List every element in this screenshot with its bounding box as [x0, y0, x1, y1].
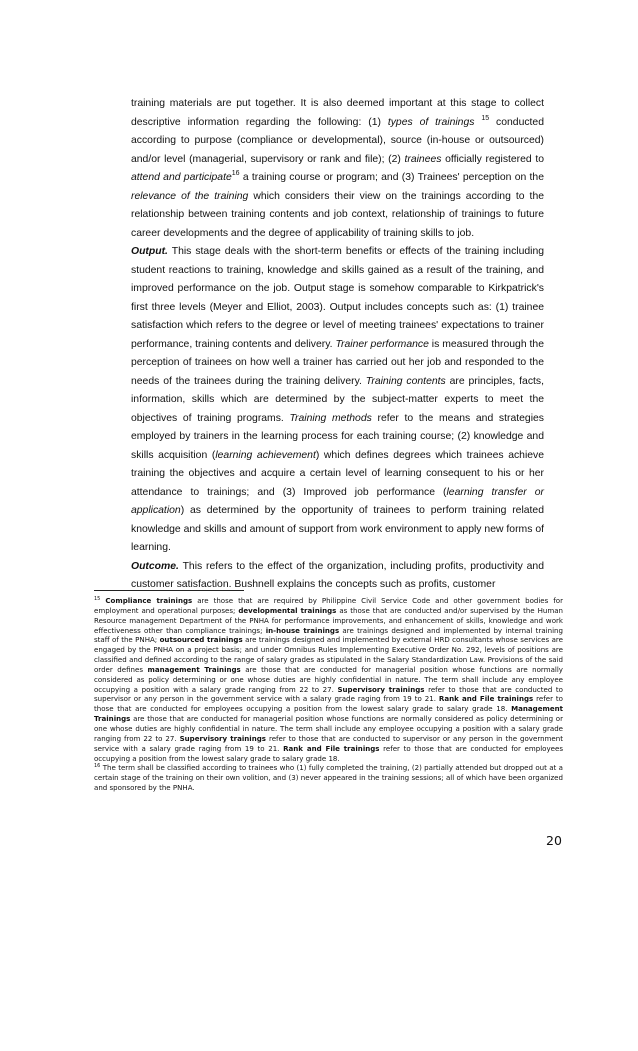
italic-term: attend and participate: [131, 172, 232, 183]
text-run: This stage deals with the short-term benefits or effects of the training including student reactions to training, knowledge and skills gained as a result of the training, and improved performance on the job. Output stage is somehow comparable to Kirkpatrick's first three levels (Meyer and Elliot, 2003). Output includes concepts such as: (1) trainee satisfaction which refers to the degree or level of meeting trainees' expectations to trainer performance, training contents and delivery.: [131, 246, 544, 350]
italic-term: learning achievement: [215, 449, 316, 461]
text-run: This refers to the effect of the organization, including profits, productivity and customer satisfaction. Bushnell explains the concepts such as profits, customer: [131, 560, 544, 590]
text-run: conducted according to purpose (compliance or developmental), source (in-house or outsourced) and/or level (managerial, supervisory or rank and file); (2): [131, 116, 544, 165]
italic-term: Training contents: [365, 375, 446, 387]
paragraph-outcome: [131, 558, 544, 595]
section-heading-outcome: Outcome.: [131, 560, 179, 572]
text-run: officially registered to: [441, 153, 544, 165]
text-run: refer to the means and strategies employed by trainers in the learning process for each training course; (2) knowledge and skills acquisition (: [131, 412, 544, 461]
bold-term: in-house trainings: [265, 625, 340, 635]
text-run: a training course or program; and (3) Trainees' perception on the: [239, 172, 544, 183]
text-run: are principles, facts, information, skills which are determined by the subject-matter experts to meet the objectives of training programs.: [131, 375, 544, 424]
bold-term: developmental trainings: [238, 605, 337, 615]
footnote-15: [94, 596, 563, 763]
text-run: refer to those that are conducted to supervisor or any person in the government service with a salary grade raging from 19 to 21.: [94, 684, 563, 704]
footnote-mark: 15: [94, 596, 101, 602]
bold-term: outsourced trainings: [159, 635, 243, 645]
bold-term: Supervisory trainings: [337, 684, 425, 694]
section-heading-output: Output.: [131, 246, 168, 257]
bold-term: Supervisory trainings: [179, 733, 266, 743]
italic-term: trainees: [404, 153, 442, 165]
italic-term: Trainer performance: [335, 338, 429, 350]
bold-term: Management Trainings: [94, 704, 563, 724]
text-run: refer to those that are conducted for employees occupying a position from the lowest salary grade to salary grade 18.: [94, 743, 563, 763]
text-run: are trainings designed and implemented by external HRD consultants whose services are engaged by the PNHA on a project basis; and under Omnibus Rules Implementing Executive Order No. 292, levels of positions are classified and defined according to the range of salary grades as stipulated in the Salary Standardization Law. Provisions of the said order defines: [94, 635, 563, 674]
italic-term: Training methods: [289, 412, 372, 424]
body-text: [131, 95, 544, 595]
footnote-mark: 16: [94, 763, 101, 770]
text-run: are those that are conducted for managerial position whose functions are normally considered as policy determining or one whose duties are highly confidential in nature. The term shall include any employee occupying a position with a salary grade ranging from 22 to 27.: [94, 664, 563, 694]
text-run: training materials are put together. It is also deemed important at this stage to collect descriptive information regarding the following: (1): [131, 98, 544, 128]
text-run: are trainings designed and implemented by internal training staff of the PNHA;: [94, 625, 563, 645]
page-number: 20: [546, 833, 562, 848]
text-run: ) which defines degrees which trainees achieve training the objectives and acquire a certain level of learning consequent to his or her attendance to trainings; and (3) Improved job performance (: [131, 449, 545, 498]
footnote-separator: [94, 590, 244, 591]
footnote-16: [94, 763, 563, 793]
italic-term: types of trainings: [387, 116, 475, 128]
paragraph-output: [131, 243, 544, 558]
text-run: refer to those that are conducted for employees occupying a position from the lowest salary grade to salary grade 18.: [94, 694, 563, 714]
paragraph-input-stage: [131, 95, 544, 243]
text-run: which considers their view on the trainings according to the relationship between training contents and job context, relationship of trainings to future career developments and the degree of applicability of training skills to job.: [131, 190, 545, 239]
bold-term: Rank and File trainings: [438, 694, 534, 704]
bold-term: Rank and File trainings: [283, 743, 380, 753]
text-run: as those that are conducted and/or supervised by the Human Resource management Department of the PNHA for performance improvements, and enhancement of skills, knowledge and work effectiveness other than compliance trainings;: [94, 605, 563, 635]
text-run: is measured through the perception of trainees on how well a trainer has carried out her job and responded to the needs of the trainees during the training delivery.: [131, 338, 544, 387]
text-run: refer to those that are conducted to supervisor or any person in the government service with a salary grade raging from 19 to 21.: [94, 733, 563, 753]
bold-term: Compliance trainings: [105, 596, 193, 605]
italic-term: relevance of the training: [131, 190, 249, 202]
footnotes: [94, 596, 563, 793]
bold-term: management Trainings: [147, 664, 241, 674]
footnote-ref-16[interactable]: 16: [231, 170, 240, 177]
footnote-ref-15[interactable]: 15: [481, 114, 490, 122]
text-run: are those that are conducted for managerial position whose functions are normally considered as policy determining or one whose duties are highly confidential in nature. The term shall include any employee occupying a position with a salary grade ranging from 22 to 27.: [94, 714, 563, 743]
text-run: The term shall be classified according to trainees who (1) fully completed the training, (2) partially attended but dropped out at a certain stage of the training on their own volition, and (3) never appeared in the training sessions; all of which have been organized and sponsored by the PNHA.: [94, 763, 563, 793]
text-run: are those that are required by Philippine Civil Service Code and other government bodies for employment and operational purposes;: [94, 596, 563, 615]
italic-term: learning transfer or application: [131, 486, 544, 516]
text-run: ) as determined by the opportunity of trainees to perform training related knowledge and skills and amount of support from work environment to apply new forms of learning.: [131, 505, 544, 553]
